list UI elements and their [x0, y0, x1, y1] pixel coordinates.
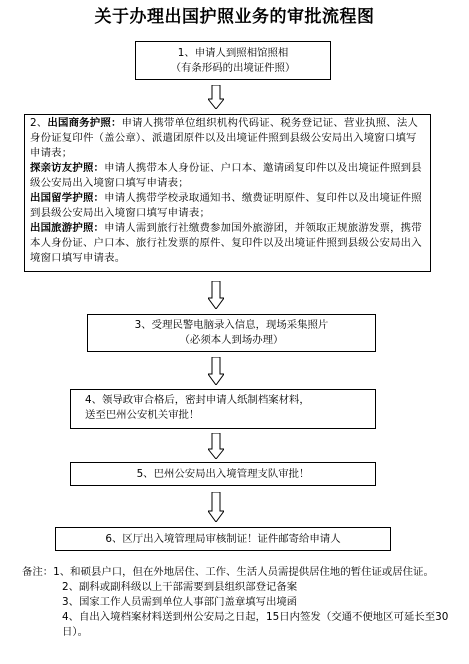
page-title: 关于办理出国护照业务的审批流程图 — [94, 7, 375, 27]
step-6-box — [55, 527, 391, 551]
step-5-box — [70, 462, 376, 486]
step-2-section-label: 出国留学护照： — [30, 192, 105, 204]
note-line: 4、自出入境档案材料送到州公安局之日起，15日内签发（交通不便地区可延长至30日）。 — [62, 611, 449, 638]
step-2-section-label: 出国商务护照： — [47, 117, 122, 129]
step-4-box — [70, 389, 376, 429]
note-line: 3、国家工作人员需到单位人事部门盖章填写出境函 — [62, 596, 298, 608]
step-2-section-text: 申请人需到旅行社缴费参加国外旅游团，并领取正规旅游发票，携带本人身份证、户口本、旅行社发票的原件、复印件以及出境证件照到县级公安局出入境窗口填写申请表。 — [30, 222, 422, 264]
down-arrow-icon — [208, 281, 224, 309]
step-6-text: 6、区厅出入境管理局审核制证！证件邮寄给申请人 — [105, 533, 341, 545]
step-3-line-1: 3、受理民警电脑录入信息，现场采集照片 — [134, 319, 329, 331]
step-2-section-text: 申请人携带单位组织机构代码证、税务登记证、营业执照、法人身份证复印件（盖公章）、派遣团原件以及出境证件照到县级公安局出入境窗口填写申请表； — [30, 117, 419, 159]
step-4-line-2: 送至巴州公安机关审批！ — [85, 409, 200, 421]
step-1-line-2: （有条形码的出境证件照） — [170, 62, 296, 74]
step-2-box — [24, 114, 431, 272]
step-2-prefix: 2、 — [30, 117, 48, 129]
step-4-line-1: 4、领导政审合格后，密封申请人纸制档案材料， — [85, 394, 310, 406]
note-line: 备注：1、和硕县户口，但在外地居住、工作、生活人员需提供居住地的暂住证或居住证。 — [22, 566, 434, 578]
notes — [22, 565, 452, 640]
down-arrow-icon — [208, 492, 224, 522]
step-2-section-label: 探亲访友护照： — [30, 162, 105, 174]
step-1-line-1: 1、申请人到照相馆照相 — [177, 47, 289, 59]
down-arrow-icon — [208, 433, 224, 459]
down-arrow-icon — [208, 85, 224, 109]
step-1-box — [135, 41, 331, 80]
note-line: 2、副科或副科级以上干部需要到县组织部登记备案 — [62, 581, 298, 593]
step-2-section-text: 申请人携带学校录取通知书、缴费证明原件、复印件以及出境证件照到县级公安局出入境窗口填写申请表； — [30, 192, 422, 219]
step-3-line-2: （必须本人到场办理） — [179, 334, 284, 346]
step-5-text: 5、巴州公安局出入境管理支队审批！ — [136, 468, 310, 480]
down-arrow-icon — [208, 357, 224, 385]
step-2-section-text: 申请人携带本人身份证、户口本、邀请函复印件以及出境证件照到县级公安局出入境窗口填写申请表； — [30, 162, 422, 189]
step-2-section-label: 出国旅游护照： — [30, 222, 105, 234]
step-3-box — [87, 314, 376, 352]
